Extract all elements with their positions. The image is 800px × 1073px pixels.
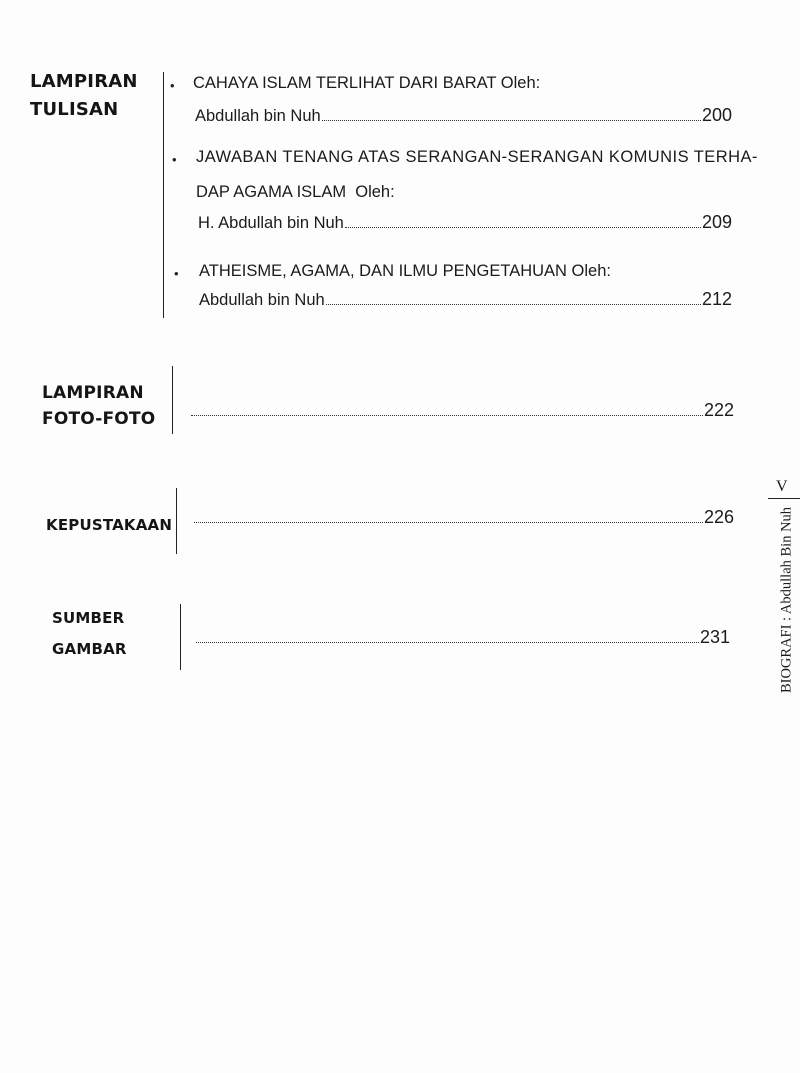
section-label-line: LAMPIRAN [30,71,138,92]
dot-leader [194,522,703,523]
entry-author: Abdullah bin Nuh [199,291,325,309]
toc-entry-leader[interactable] [195,105,732,126]
section-label-kepustakaan [46,514,172,537]
page-number: 222 [703,400,734,420]
page-number: 231 [699,627,730,647]
section-divider [172,366,173,434]
section-label-line: LAMPIRAN [42,383,144,403]
section-divider [180,604,181,670]
page-number: 212 [701,289,732,309]
section-label-line: SUMBER [52,609,125,627]
entry-title: CAHAYA ISLAM TERLIHAT DARI BARAT Oleh: [193,74,541,92]
page-number: 209 [701,212,732,232]
entry-title: JAWABAN TENANG ATAS SERANGAN-SERANGAN KOMUNIS TERHA- [196,148,758,166]
section-label-lampiran-foto [42,380,155,433]
folio-page-number: V [776,478,788,495]
entry-title: ATHEISME, AGAMA, DAN ILMU PENGETAHUAN Oleh: [199,262,611,280]
dot-leader [196,642,699,643]
dot-leader [345,227,701,228]
toc-entry-leader[interactable] [193,507,734,528]
section-label-lampiran-tulisan [30,68,138,124]
page-number: 226 [703,507,734,527]
page-number: 200 [701,105,732,125]
section-divider [163,72,164,318]
toc-entry-leader[interactable] [190,400,734,421]
section-label-line: FOTO-FOTO [42,409,156,430]
entry-author: H. Abdullah bin Nuh [198,214,344,232]
toc-entry-leader[interactable] [198,212,732,233]
section-label-line: KEPUSTAKAAN [46,516,173,534]
running-head-rule [768,498,800,499]
section-label-line: TULISAN [30,98,119,120]
dot-leader [326,304,701,305]
dot-leader [322,120,701,121]
toc-entry-leader[interactable] [195,627,730,648]
toc-entry-leader[interactable] [199,289,732,310]
bullet-icon: • [174,266,179,281]
entry-title: DAP AGAMA ISLAM Oleh: [196,183,395,201]
bullet-icon: • [172,152,177,167]
section-label-line: GAMBAR [52,639,127,658]
bullet-icon: • [170,78,175,93]
running-head-title: BIOGRAFI : Abdullah Bin Nuh [778,506,795,694]
dot-leader [191,415,703,416]
section-label-sumber-gambar [52,603,127,665]
section-divider [176,488,177,554]
entry-author: Abdullah bin Nuh [195,107,321,125]
